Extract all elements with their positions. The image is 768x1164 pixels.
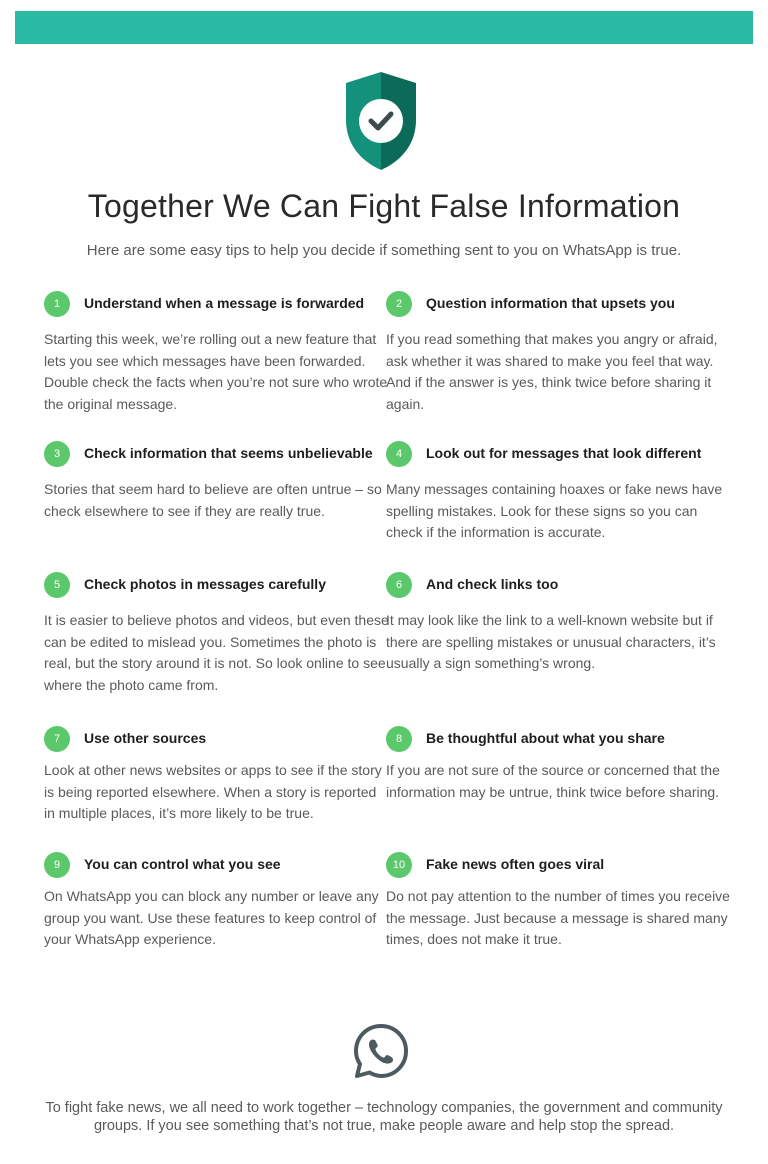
tip-body: If you are not sure of the source or concerned that the information may be untrue, think twice before sharing.	[386, 762, 720, 800]
shield-check-icon	[344, 70, 418, 172]
tip-title: Check information that seems unbelievable	[84, 445, 373, 461]
tip-body: It may look like the link to a well-known website but if there are spelling mistakes or unusual characters, it’s usually a sign something’s wrong.	[386, 612, 716, 671]
tip-number-badge: 6	[386, 572, 412, 598]
tip-10	[386, 852, 731, 951]
tip-title: Fake news often goes viral	[426, 856, 605, 872]
tip-5	[44, 572, 389, 696]
tip-6	[386, 572, 731, 675]
top-accent-bar	[15, 11, 753, 44]
page-subtitle: Here are some easy tips to help you decide if something sent to you on WhatsApp is true.	[86, 242, 682, 259]
tip-3	[44, 441, 389, 522]
tip-8	[386, 726, 731, 803]
tip-number-badge: 8	[386, 726, 412, 752]
tip-body: Do not pay attention to the number of times you receive the message. Just because a message is shared many times, does not make it true.	[386, 888, 730, 947]
tip-7	[44, 726, 389, 825]
tip-title: Be thoughtful about what you share	[426, 730, 665, 746]
tip-number-badge: 1	[44, 291, 70, 317]
tip-2	[386, 291, 731, 415]
tip-number-badge: 2	[386, 291, 412, 317]
tip-body: If you read something that makes you angry or afraid, ask whether it was shared to make you feel that way. And if the answer is yes, think twice before sharing it again.	[386, 331, 718, 412]
tip-number-badge: 9	[44, 852, 70, 878]
tip-body: Stories that seem hard to believe are often untrue – so check elsewhere to see if they are really true.	[44, 481, 382, 519]
tip-body: Starting this week, we’re rolling out a new feature that lets you see which messages have been forwarded. Double check the facts when you’re not sure who wrote the original message.	[44, 331, 388, 412]
tip-number-badge: 10	[386, 852, 412, 878]
tip-1	[44, 291, 389, 415]
tip-body: Look at other news websites or apps to see if the story is being reported elsewhere. When a story is reported in multiple places, it’s more likely to be true.	[44, 762, 382, 821]
tip-number-badge: 5	[44, 572, 70, 598]
footer-text: To fight fake news, we all need to work together – technology companies, the government and community groups. If you see something that’s not true, make people aware and help stop the spread.	[45, 1100, 723, 1134]
tip-title: You can control what you see	[84, 856, 281, 872]
tip-title: Look out for messages that look different	[426, 445, 702, 461]
whatsapp-icon	[352, 1022, 410, 1080]
tip-number-badge: 7	[44, 726, 70, 752]
tip-title: Understand when a message is forwarded	[84, 295, 365, 311]
tip-title: Question information that upsets you	[426, 295, 675, 311]
tip-body: It is easier to believe photos and videos, but even these can be edited to mislead you. Sometimes the photo is real, but the story around it is not. So look online to see where the photo came from.	[44, 612, 389, 693]
tip-4	[386, 441, 731, 544]
tip-title: Check photos in messages carefully	[84, 576, 326, 592]
page-title: Together We Can Fight False Information	[87, 188, 681, 224]
tip-body: On WhatsApp you can block any number or leave any group you want. Use these features to keep control of your WhatsApp experience.	[44, 888, 379, 947]
tip-number-badge: 3	[44, 441, 70, 467]
tip-body: Many messages containing hoaxes or fake news have spelling mistakes. Look for these signs so you can check if the information is accurate.	[386, 481, 723, 540]
tip-title: Use other sources	[84, 730, 207, 746]
tip-number-badge: 4	[386, 441, 412, 467]
tip-9	[44, 852, 389, 951]
tip-title: And check links too	[426, 576, 559, 592]
